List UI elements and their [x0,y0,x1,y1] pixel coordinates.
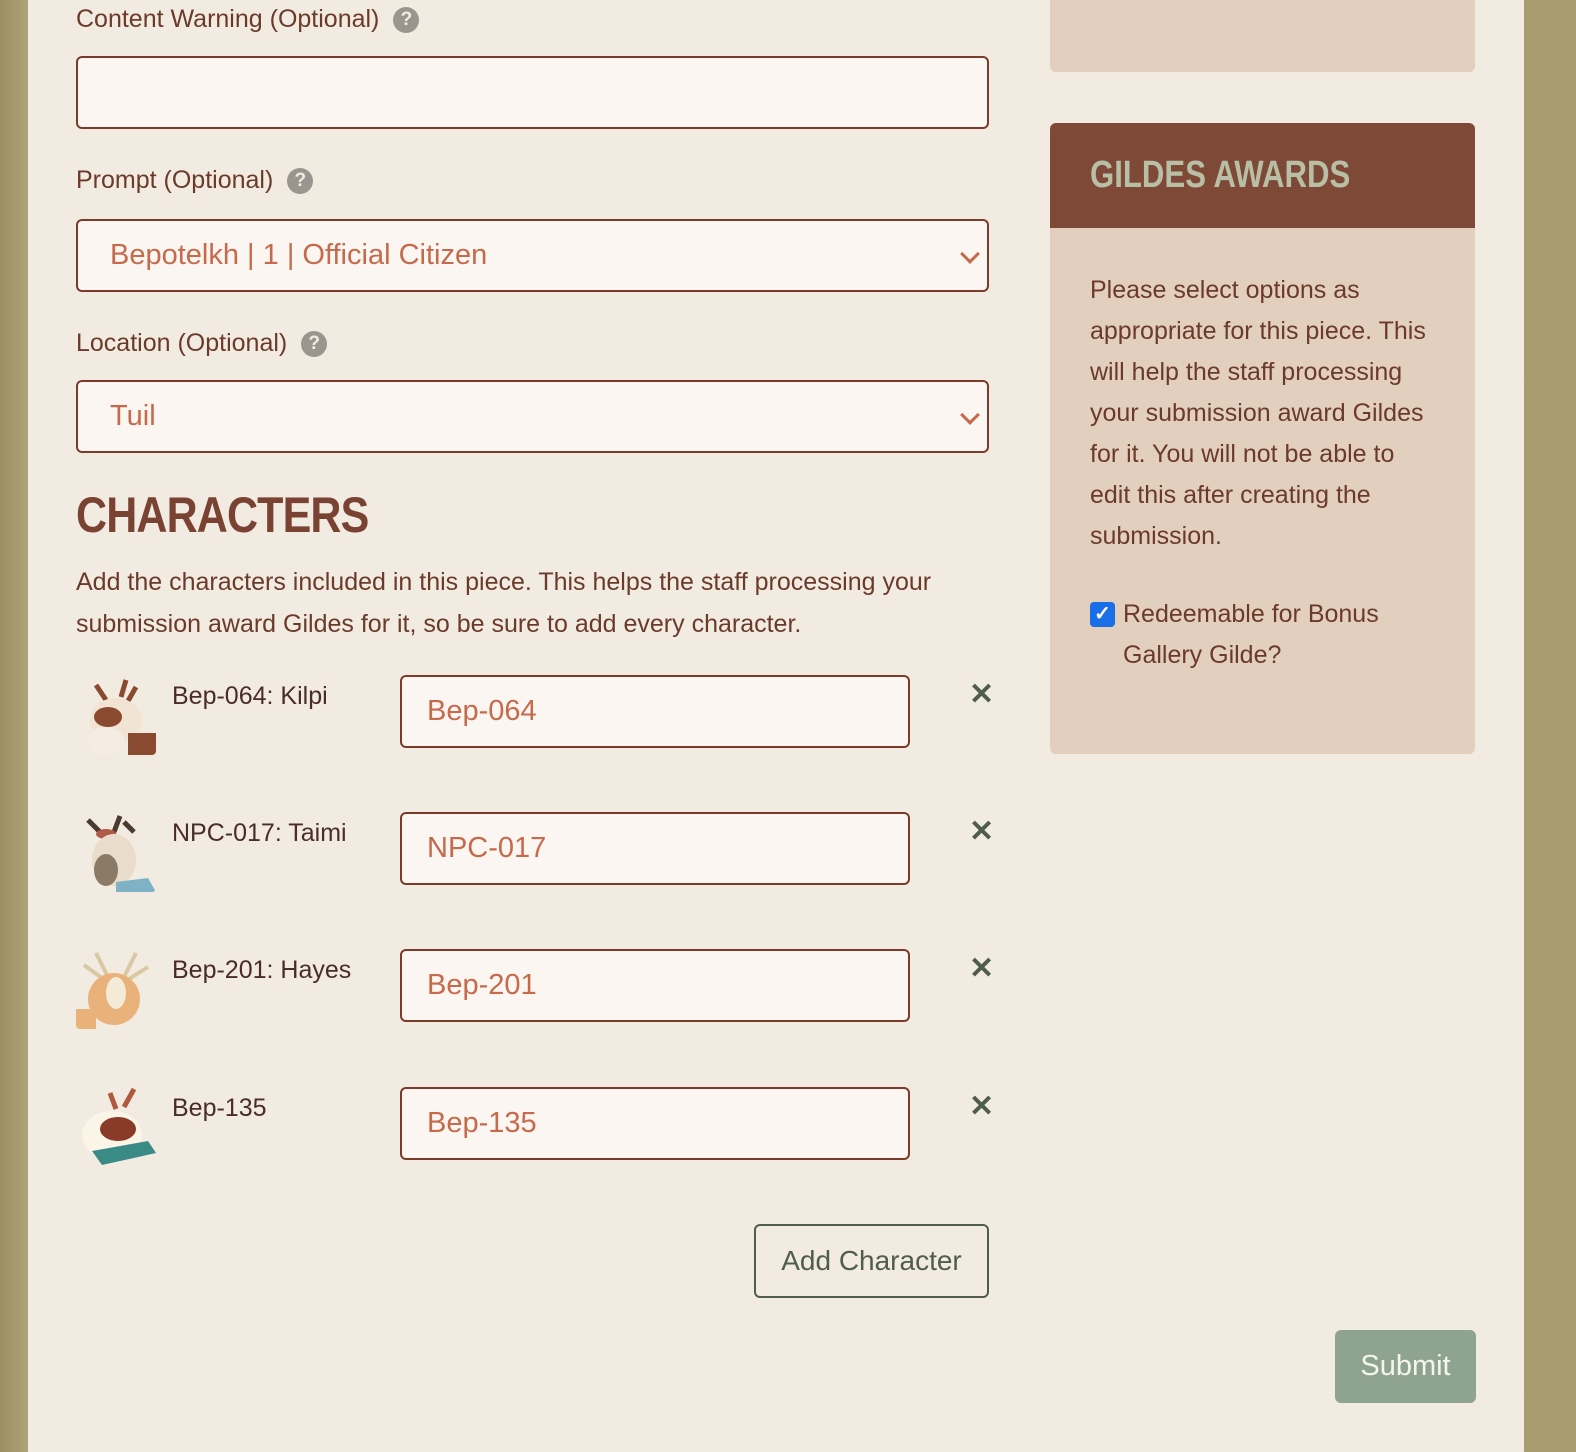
location-label: Location (Optional) ? [76,329,327,358]
gildes-awards-card [1050,123,1475,754]
characters-description: Add the characters included in this piece. This helps the staff processing your submission award Gildes for it, so be sure to add every character. [76,568,932,638]
character-code-input[interactable]: NPC-017 [400,812,910,885]
chevron-down-icon [960,244,980,264]
checkbox-label: Redeemable for Bonus Gallery Gilde? [1123,600,1379,669]
bonus-gilde-checkbox[interactable]: ✓ [1090,602,1115,627]
card-body [1050,228,1475,676]
card-header [1050,123,1475,228]
character-thumbnail [76,812,156,892]
character-thumbnail [76,675,156,755]
character-row [76,1087,996,1167]
character-row [76,812,996,892]
remove-icon[interactable]: ✕ [969,952,995,985]
page [28,0,1524,1452]
prompt-label: Prompt (Optional) ? [76,166,313,195]
character-thumbnail [76,949,156,1029]
character-row [76,675,996,755]
character-code-input[interactable]: Bep-201 [400,949,910,1022]
character-code-input[interactable]: Bep-064 [400,675,910,748]
character-name: NPC-017: Taimi [172,819,347,847]
character-name: Bep-201: Hayes [172,956,352,984]
character-name: Bep-064: Kilpi [172,682,328,710]
add-character-button[interactable]: Add Character [754,1224,989,1298]
character-thumbnail [76,1087,156,1167]
character-name: Bep-135 [172,1094,267,1122]
help-icon[interactable]: ? [301,331,327,357]
help-icon[interactable]: ? [393,7,419,33]
remove-icon[interactable]: ✕ [969,678,995,711]
submit-button[interactable]: Submit [1335,1330,1476,1403]
prompt-select[interactable]: Bepotelkh | 1 | Official Citizen [76,219,989,292]
characters-heading: CHARACTERS [76,487,369,543]
bonus-gilde-option[interactable] [1090,594,1435,676]
character-code-input[interactable]: Bep-135 [400,1087,910,1160]
location-select[interactable]: Tuil [76,380,989,453]
help-icon[interactable]: ? [287,168,313,194]
sidebar-card-bottom [1050,0,1475,72]
remove-icon[interactable]: ✕ [969,815,995,848]
character-row [76,949,996,1029]
chevron-down-icon [960,405,980,425]
card-title: GILDES AWARDS [1090,154,1351,196]
content-warning-input[interactable] [76,56,989,129]
card-text: Please select options as appropriate for this piece. This will help the staff processing your submission award Gildes for it. You will not be able to edit this after creating the submission. [1090,276,1426,550]
content-warning-label: Content Warning (Optional) ? [76,5,419,34]
remove-icon[interactable]: ✕ [969,1090,995,1123]
